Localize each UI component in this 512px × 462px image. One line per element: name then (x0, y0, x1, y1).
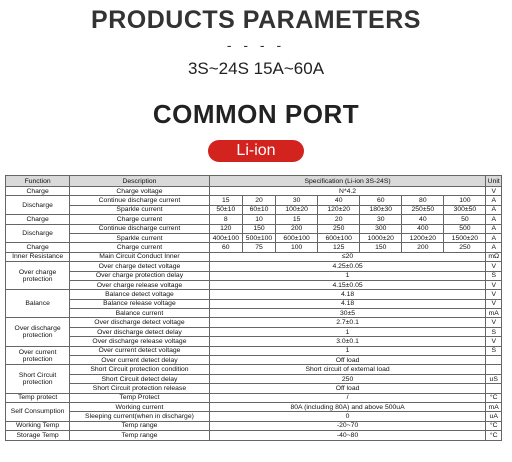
unit-cell: A (486, 196, 502, 205)
table-row (6, 327, 502, 336)
description-cell: Sleeping current(when in discharge) (70, 412, 210, 421)
unit-cell: A (486, 215, 502, 224)
table-header-row (6, 176, 502, 187)
table-row (6, 309, 502, 318)
description-cell: Over discharge detect delay (70, 327, 210, 336)
spec-value-cell: 60±10 (242, 205, 275, 214)
table-row (6, 205, 502, 214)
spec-value-cell: 250 (318, 224, 360, 233)
spec-value-cell: 300±50 (444, 205, 486, 214)
description-cell: Continue discharge current (70, 224, 210, 233)
header-description: Description (70, 176, 210, 187)
description-cell: Short Circuit detect delay (70, 374, 210, 383)
description-cell: Balance release voltage (70, 299, 210, 308)
description-cell: Over discharge release voltage (70, 337, 210, 346)
spec-value-cell: 15 (276, 215, 318, 224)
spec-value-cell: 1500±20 (444, 233, 486, 242)
description-cell: Balance detect voltage (70, 290, 210, 299)
spec-value-cell: 300 (360, 224, 402, 233)
spec-value-cell: 150 (242, 224, 275, 233)
spec-value-cell: 50 (444, 215, 486, 224)
spec-value-cell: 100 (444, 196, 486, 205)
description-cell: Temp Protect (70, 393, 210, 402)
unit-cell: uA (486, 412, 502, 421)
table-row (6, 346, 502, 355)
description-cell: Charge current (70, 215, 210, 224)
description-cell: Charge current (70, 243, 210, 252)
spec-value-cell: 20 (242, 196, 275, 205)
page-title: PRODUCTS PARAMETERS (91, 6, 421, 34)
description-cell: Temp range (70, 431, 210, 440)
spec-value-cell: 500±100 (242, 233, 275, 242)
description-cell: Short Circuit protection release (70, 384, 210, 393)
table-row (6, 252, 502, 261)
spec-value-cell: 30 (360, 215, 402, 224)
table-row (6, 421, 502, 430)
spec-value-cell: 15 (209, 196, 242, 205)
table-row (6, 365, 502, 374)
unit-cell: V (486, 187, 502, 196)
function-cell: Self Consumption (6, 402, 70, 421)
spec-value-cell: 1200±20 (402, 233, 444, 242)
unit-cell: °C (486, 421, 502, 430)
function-cell: Over discharge protection (6, 318, 70, 346)
parameters-table (5, 175, 502, 441)
unit-cell: S (486, 346, 502, 355)
table-row (6, 384, 502, 393)
unit-cell: mΩ (486, 252, 502, 261)
spec-value-cell: 1 (209, 327, 486, 336)
spec-value-cell: 2.7±0.1 (209, 318, 486, 327)
page-subtitle: 3S~24S 15A~60A (187, 59, 325, 78)
table-row (6, 374, 502, 383)
table-row (6, 243, 502, 252)
unit-cell: S (486, 271, 502, 280)
description-cell: Continue discharge current (70, 196, 210, 205)
description-cell: Temp range (70, 421, 210, 430)
unit-cell: °C (486, 393, 502, 402)
spec-value-cell: 120±20 (318, 205, 360, 214)
spec-value-cell: Short circuit of external load (209, 365, 486, 374)
spec-value-cell: 20 (318, 215, 360, 224)
description-cell: Sparkle current (70, 205, 210, 214)
spec-value-cell: 1 (209, 346, 486, 355)
spec-value-cell: 60 (209, 243, 242, 252)
table-row (6, 233, 502, 242)
function-cell: Discharge (6, 196, 70, 215)
description-cell: Over current detect delay (70, 356, 210, 365)
spec-value-cell: 40 (402, 215, 444, 224)
function-cell: Over charge protection (6, 262, 70, 290)
spec-value-cell: 200 (402, 243, 444, 252)
function-cell: Working Temp (6, 421, 70, 430)
spec-value-cell: ≤20 (209, 252, 486, 261)
spec-value-cell: 1000±20 (360, 233, 402, 242)
function-cell: Temp protect (6, 393, 70, 402)
unit-cell: V (486, 337, 502, 346)
table-row (6, 431, 502, 440)
unit-cell: uS (486, 374, 502, 383)
table-row (6, 215, 502, 224)
function-cell: Short Circuit protection (6, 365, 70, 393)
unit-cell: S (486, 327, 502, 336)
table-row (6, 318, 502, 327)
spec-value-cell: 30 (276, 196, 318, 205)
spec-value-cell: 250 (444, 243, 486, 252)
description-cell: Balance current (70, 309, 210, 318)
function-cell: Balance (6, 290, 70, 318)
unit-cell: A (486, 233, 502, 242)
unit-cell: V (486, 318, 502, 327)
spec-value-cell: / (209, 393, 486, 402)
description-cell: Short Circuit protection condition (70, 365, 210, 374)
table-row (6, 187, 502, 196)
spec-value-cell: 250 (209, 374, 486, 383)
spec-value-cell: 500 (444, 224, 486, 233)
spec-value-cell: 10 (242, 215, 275, 224)
spec-value-cell: 8 (209, 215, 242, 224)
spec-value-cell: 60 (360, 196, 402, 205)
spec-value-cell: N*4.2 (209, 187, 486, 196)
spec-value-cell: 400 (402, 224, 444, 233)
table-row (6, 280, 502, 289)
spec-value-cell: 600±100 (318, 233, 360, 242)
spec-value-cell: 4.18 (209, 290, 486, 299)
unit-cell: A (486, 243, 502, 252)
spec-value-cell: 1 (209, 271, 486, 280)
table-row (6, 262, 502, 271)
function-cell: Charge (6, 187, 70, 196)
description-cell: Over charge protection delay (70, 271, 210, 280)
table-row (6, 271, 502, 280)
table-row (6, 299, 502, 308)
spec-value-cell: 4.25±0.05 (209, 262, 486, 271)
function-cell: Discharge (6, 224, 70, 243)
table-row (6, 337, 502, 346)
spec-value-cell: 120 (209, 224, 242, 233)
spec-value-cell: 180±30 (360, 205, 402, 214)
description-cell: Over charge detect voltage (70, 262, 210, 271)
spec-value-cell: 50±10 (209, 205, 242, 214)
spec-value-cell: 4.18 (209, 299, 486, 308)
spec-value-cell: 100 (276, 243, 318, 252)
unit-cell: V (486, 290, 502, 299)
unit-cell (486, 356, 502, 365)
spec-value-cell: 3.0±0.1 (209, 337, 486, 346)
unit-cell: V (486, 262, 502, 271)
spec-value-cell: 4.15±0.05 (209, 280, 486, 289)
header-function: Function (6, 176, 70, 187)
unit-cell: mA (486, 309, 502, 318)
chemistry-badge: Li-ion (208, 140, 304, 162)
unit-cell: °C (486, 431, 502, 440)
function-cell: Charge (6, 243, 70, 252)
description-cell: Over current detect voltage (70, 346, 210, 355)
description-cell: Charge voltage (70, 187, 210, 196)
unit-cell: A (486, 205, 502, 214)
spec-value-cell: 0 (209, 412, 486, 421)
table-row (6, 224, 502, 233)
spec-value-cell: 600±100 (276, 233, 318, 242)
spec-value-cell: 75 (242, 243, 275, 252)
unit-cell: A (486, 224, 502, 233)
table-row (6, 393, 502, 402)
function-cell: Inner Resistance (6, 252, 70, 261)
spec-value-cell: Off load (209, 356, 486, 365)
spec-value-cell: -20~70 (209, 421, 486, 430)
spec-value-cell: 100±20 (276, 205, 318, 214)
table-row (6, 356, 502, 365)
description-cell: Main Circuit Conduct Inner (70, 252, 210, 261)
spec-value-cell: 250±50 (402, 205, 444, 214)
table-body (6, 176, 502, 441)
table-row (6, 402, 502, 411)
unit-cell: V (486, 299, 502, 308)
unit-cell: mA (486, 402, 502, 411)
section-title: COMMON PORT (152, 99, 360, 129)
function-cell: Over current protection (6, 346, 70, 365)
spec-value-cell: 80 (402, 196, 444, 205)
table-row (6, 412, 502, 421)
function-cell: Charge (6, 215, 70, 224)
spec-value-cell: 125 (318, 243, 360, 252)
spec-value-cell: 80A (including 80A) and above 500uA (209, 402, 486, 411)
description-cell: Over discharge detect voltage (70, 318, 210, 327)
spec-value-cell: 30±5 (209, 309, 486, 318)
unit-cell (486, 365, 502, 374)
title-divider: - - - - (226, 37, 286, 53)
spec-value-cell: 200 (276, 224, 318, 233)
description-cell: Sparkle current (70, 233, 210, 242)
function-cell: Storage Temp (6, 431, 70, 440)
table-row (6, 196, 502, 205)
description-cell: Working current (70, 402, 210, 411)
spec-value-cell: 40 (318, 196, 360, 205)
spec-value-cell: 150 (360, 243, 402, 252)
table-row (6, 290, 502, 299)
header-specification: Specification (Li-ion 3S-24S) (209, 176, 486, 187)
spec-value-cell: -40~80 (209, 431, 486, 440)
spec-value-cell: 400±100 (209, 233, 242, 242)
unit-cell: V (486, 280, 502, 289)
unit-cell (486, 384, 502, 393)
spec-value-cell: Off load (209, 384, 486, 393)
description-cell: Over charge release voltage (70, 280, 210, 289)
header-unit: Unit (487, 177, 500, 185)
